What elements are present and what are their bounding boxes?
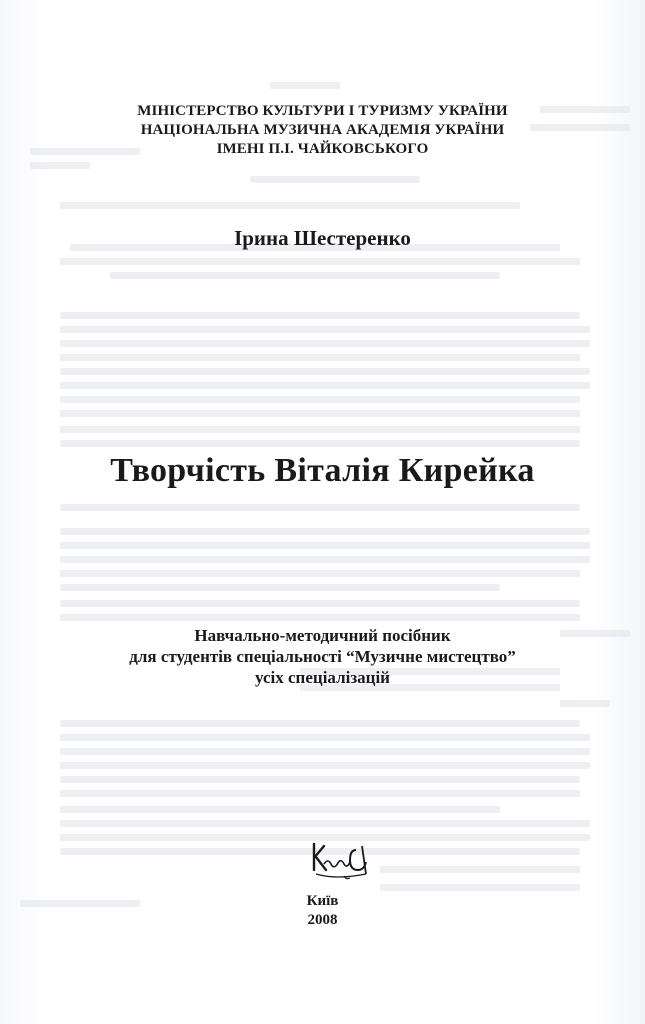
- academy-name: НАЦІОНАЛЬНА МУЗИЧНА АКАДЕМІЯ УКРАЇНИ: [140, 122, 505, 138]
- subtitle-line-3: усіх спеціалізацій: [255, 668, 390, 687]
- imprint-city: Київ: [306, 893, 339, 909]
- imprint: [0, 892, 645, 930]
- publisher-logo-icon: [306, 840, 376, 884]
- book-subtitle: [0, 625, 645, 688]
- ministry-name: МІНІСТЕРСТВО КУЛЬТУРИ І ТУРИЗМУ УКРАЇНИ: [137, 103, 508, 119]
- subtitle-line-2: для студентів спеціальності “Музичне мистецтво”: [129, 647, 516, 666]
- author-name: Ірина Шестеренко: [234, 226, 411, 250]
- institution-header: [0, 102, 645, 159]
- academy-name-honorific: ІМЕНІ П.І. ЧАЙКОВСЬКОГО: [216, 141, 429, 157]
- book-title: Творчість Віталія Кирейка: [110, 452, 535, 489]
- imprint-year: 2008: [307, 912, 338, 928]
- subtitle-line-1: Навчально-методичний посібник: [194, 626, 451, 645]
